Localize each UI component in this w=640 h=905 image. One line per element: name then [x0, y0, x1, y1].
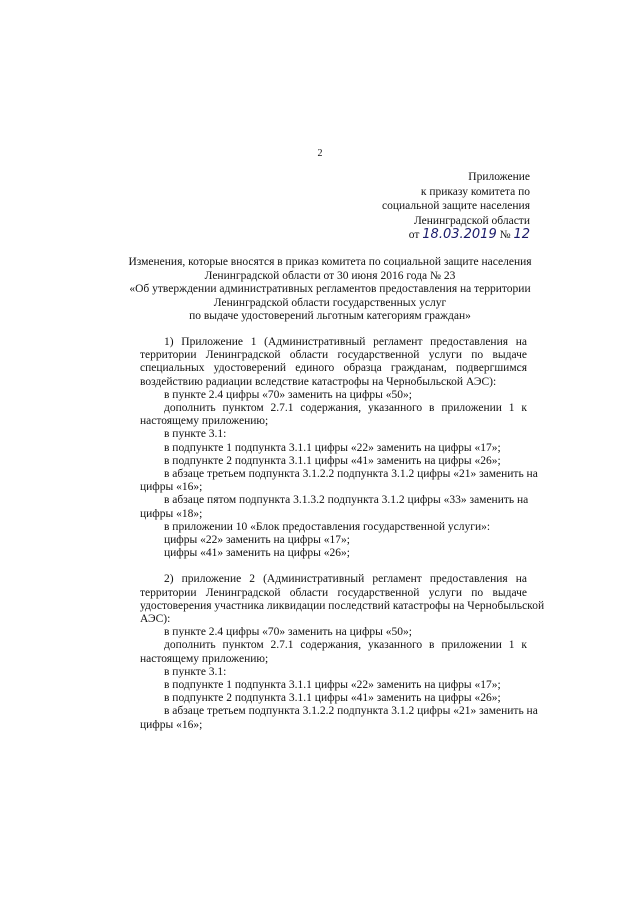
title-line-5: по выдаче удостоверений льготным категориям граждан» — [189, 310, 471, 322]
s2-intro-line-4: АЭС): — [140, 613, 171, 626]
approval-line-1: Приложение — [468, 171, 530, 183]
section-spacer — [140, 560, 527, 573]
s1-item-cont: настоящему приложению; — [140, 415, 269, 428]
s1-item: цифры «22» заменить на цифры «17»; — [164, 534, 350, 547]
s2-item: в абзаце третьем подпункта 3.1.2.2 подпункта 3.1.2 цифры «21» заменить на — [164, 705, 538, 718]
title-line-2: Ленинградской области от 30 июня 2016 года № 23 — [204, 269, 456, 282]
s2-item-cont: настоящему приложению; — [140, 652, 269, 665]
title-line-4: Ленинградской области государственных услуг — [213, 296, 447, 309]
s1-item: в абзаце пятом подпункта 3.1.3.2 подпункта 3.1.2 цифры «33» заменить на — [164, 494, 529, 507]
s1-item: в абзаце третьем подпункта 3.1.2.2 подпункта 3.1.2 цифры «21» заменить на — [164, 468, 538, 481]
approval-block — [382, 170, 530, 243]
document-body — [140, 336, 545, 732]
s2-item: в пункте 2.4 цифры «70» заменить на цифры «50»; — [164, 626, 412, 639]
s1-item: в подпункте 2 подпункта 3.1.1 цифры «41» заменить на цифры «26»; — [164, 454, 501, 467]
s1-intro-line-3: специальных удостоверений единого образца гражданам, подвергшимся — [140, 362, 527, 375]
title-line-1: Изменения, которые вносятся в приказ комитета по социальной защите населения — [128, 256, 532, 268]
s1-item: в подпункте 1 подпункта 3.1.1 цифры «22» заменить на цифры «17»; — [164, 441, 501, 454]
handwritten-date: 18.03.2019 — [422, 227, 497, 242]
s1-intro-line-2: территории Ленинградской области государственной услуги по выдаче — [140, 349, 527, 362]
number-sign: № — [499, 229, 511, 241]
s2-item: в подпункте 2 подпункта 3.1.1 цифры «41» заменить на цифры «26»; — [164, 692, 501, 705]
approval-line-3: социальной защите населения — [382, 200, 530, 212]
s2-item-cont: цифры «16»; — [140, 718, 203, 731]
s2-intro-line-1: 2) приложение 2 (Административный регламент предоставления на — [164, 573, 527, 586]
s1-item-cont: цифры «18»; — [140, 507, 203, 520]
s1-item-cont: цифры «16»; — [140, 481, 203, 494]
s1-item: в пункте 2.4 цифры «70» заменить на цифры «50»; — [164, 388, 412, 401]
s1-item: дополнить пунктом 2.7.1 содержания, указанного в приложении 1 к — [164, 402, 527, 415]
s1-item: в приложении 10 «Блок предоставления государственной услуги»: — [164, 520, 491, 533]
s2-item: дополнить пунктом 2.7.1 содержания, указанного в приложении 1 к — [164, 639, 527, 652]
s1-item: в пункте 3.1: — [164, 428, 227, 441]
s2-item: в пункте 3.1: — [164, 665, 227, 678]
approval-line-2: к приказу комитета по — [420, 185, 530, 198]
s1-item: цифры «41» заменить на цифры «26»; — [164, 547, 350, 560]
date-prefix: от — [408, 229, 420, 241]
s1-intro-line-4: воздействию радиации вследствие катастрофы на Чернобыльской АЭС): — [140, 375, 497, 388]
document-title — [110, 256, 550, 324]
handwritten-number: 12 — [513, 227, 530, 242]
page-number: 2 — [317, 148, 323, 159]
s2-item: в подпункте 1 подпункта 3.1.1 цифры «22» заменить на цифры «17»; — [164, 679, 501, 692]
s2-intro-line-3: удостоверения участника ликвидации последствий катастрофы на Чернобыльской — [140, 599, 545, 612]
approval-line-4: Ленинградской области — [413, 214, 530, 227]
approval-date-line — [382, 228, 530, 243]
s2-intro-line-2: территории Ленинградской области государственной услуги по выдаче — [140, 586, 527, 599]
s1-intro-line-1: 1) Приложение 1 (Административный регламент предоставления на — [164, 336, 527, 348]
title-line-3: «Об утверждении административных регламентов предоставления на территории — [129, 283, 531, 295]
